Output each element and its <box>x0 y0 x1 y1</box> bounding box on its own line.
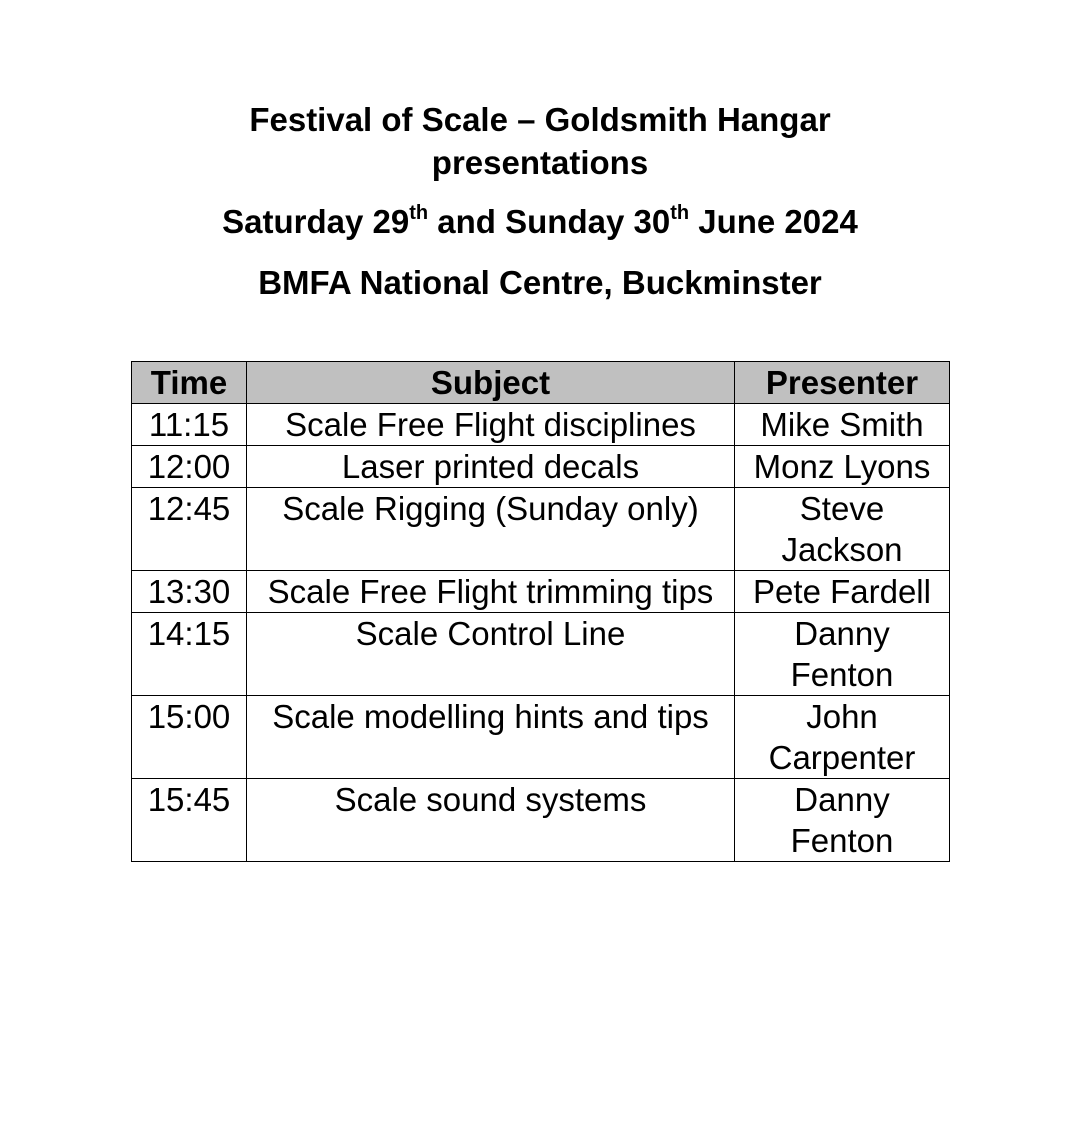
table-header-row <box>132 362 950 404</box>
row-presenter: Mike Smith <box>735 404 950 446</box>
row-subject: Scale Free Flight disciplines <box>247 404 735 446</box>
row-subject: Scale Free Flight trimming tips <box>247 571 735 613</box>
header-presenter: Presenter <box>735 362 950 404</box>
header-time: Time <box>132 362 247 404</box>
header-subject: Subject <box>247 362 735 404</box>
row-presenter: Pete Fardell <box>735 571 950 613</box>
dates-part-1: Saturday 29 <box>222 203 410 240</box>
row-time: 14:15 <box>132 613 247 696</box>
event-dates <box>140 200 940 243</box>
row-presenter: Monz Lyons <box>735 446 950 488</box>
table-row <box>132 446 950 488</box>
table-row <box>132 404 950 446</box>
row-time: 12:45 <box>132 488 247 571</box>
row-subject: Scale sound systems <box>247 779 735 862</box>
row-time: 12:00 <box>132 446 247 488</box>
row-presenter: Danny Fenton <box>735 613 950 696</box>
dates-sup-1: th <box>409 202 429 224</box>
table-row <box>132 613 950 696</box>
row-time: 15:45 <box>132 779 247 862</box>
row-presenter: Danny Fenton <box>735 779 950 862</box>
page-title <box>140 98 940 184</box>
event-venue: BMFA National Centre, Buckminster <box>258 264 822 301</box>
row-presenter: Steve Jackson <box>735 488 950 571</box>
dates-part-3: June 2024 <box>689 203 858 240</box>
row-time: 11:15 <box>132 404 247 446</box>
title-line-2: presentations <box>431 144 649 181</box>
row-time: 13:30 <box>132 571 247 613</box>
row-subject: Scale Control Line <box>247 613 735 696</box>
row-time: 15:00 <box>132 696 247 779</box>
dates-part-2: and Sunday 30 <box>428 203 671 240</box>
table-row <box>132 779 950 862</box>
row-subject: Laser printed decals <box>247 446 735 488</box>
dates-sup-2: th <box>670 202 690 224</box>
table-row <box>132 488 950 571</box>
table-row <box>132 571 950 613</box>
row-subject: Scale Rigging (Sunday only) <box>247 488 735 571</box>
presentation-schedule-table <box>131 361 950 862</box>
row-subject: Scale modelling hints and tips <box>247 696 735 779</box>
row-presenter: John Carpenter <box>735 696 950 779</box>
table-row <box>132 696 950 779</box>
title-line-1: Festival of Scale – Goldsmith Hangar <box>249 101 831 138</box>
